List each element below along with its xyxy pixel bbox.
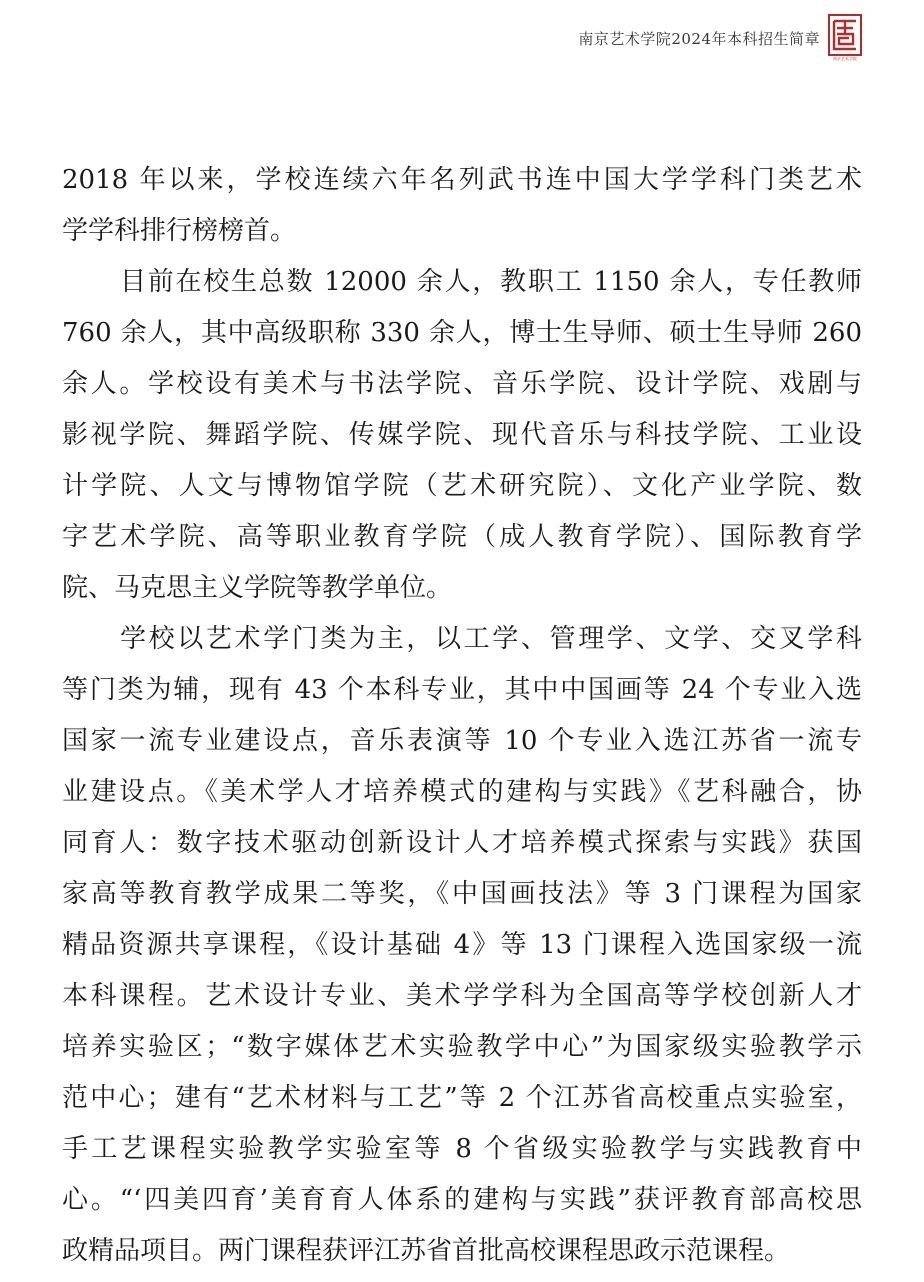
paragraph-line: 国家一流专业建设点，音乐表演等 10 个专业入选江苏省一流专	[62, 726, 862, 756]
page-header-title: 南京艺术学院2024年本科招生简章	[578, 30, 820, 48]
paragraph-line: 本科课程。艺术设计专业、美术学学科为全国高等学校创新人才	[62, 981, 862, 1011]
paragraph-line: 影视学院、舞蹈学院、传媒学院、现代音乐与科技学院、工业设	[62, 420, 862, 450]
paragraph-line: 家高等教育教学成果二等奖，《中国画技法》等 3 门课程为国家	[62, 879, 862, 909]
seal-caption: 南京艺术学院	[833, 56, 857, 61]
paragraph-line: 培养实验区；“数字媒体艺术实验教学中心”为国家级实验教学示	[62, 1032, 862, 1062]
paragraph-line: 学校以艺术学门类为主，以工学、管理学、文学、交叉学科	[120, 624, 862, 654]
paragraph-line: 余人。学校设有美术与书法学院、音乐学院、设计学院、戏剧与	[62, 369, 862, 399]
paragraph-line: 手工艺课程实验教学实验室等 8 个省级实验教学与实践教育中	[62, 1134, 862, 1164]
paragraph-line: 精品资源共享课程，《设计基础 4》等 13 门课程入选国家级一流	[62, 930, 862, 960]
paragraph-line: 计学院、人文与博物馆学院（艺术研究院）、文化产业学院、数	[62, 471, 862, 501]
paragraph-line: 同育人：数字技术驱动创新设计人才培养模式探索与实践》获国	[62, 828, 862, 858]
paragraph-line: 业建设点。《美术学人才培养模式的建构与实践》《艺科融合，协	[62, 777, 862, 807]
paragraph-line: 字艺术学院、高等职业教育学院（成人教育学院）、国际教育学	[62, 522, 862, 552]
paragraph	[62, 155, 862, 257]
paragraph-line: 目前在校生总数 12000 余人，教职工 1150 余人，专任教师	[120, 267, 862, 297]
paragraph	[62, 257, 862, 614]
document-body	[62, 155, 862, 1277]
paragraph-line: 范中心；建有“艺术材料与工艺”等 2 个江苏省高校重点实验室，	[62, 1083, 862, 1113]
paragraph-line: 政精品项目。两门课程获评江苏省首批高校课程思政示范课程。	[62, 1236, 791, 1266]
nua-seal-icon	[828, 14, 862, 56]
paragraph-line: 2018 年以来，学校连续六年名列武书连中国大学学科门类艺术	[62, 165, 862, 195]
paragraph-line: 心。“‘四美四育’美育育人体系的建构与实践”获评教育部高校思	[62, 1185, 862, 1215]
paragraph-line: 等门类为辅，现有 43 个本科专业，其中中国画等 24 个专业入选	[62, 675, 862, 705]
paragraph	[62, 614, 862, 1277]
paragraph-line: 760 余人，其中高级职称 330 余人，博士生导师、硕士生导师 260	[62, 318, 862, 348]
paragraph-line: 院、马克思主义学院等教学单位。	[62, 573, 453, 603]
paragraph-line: 学学科排行榜榜首。	[62, 216, 297, 246]
